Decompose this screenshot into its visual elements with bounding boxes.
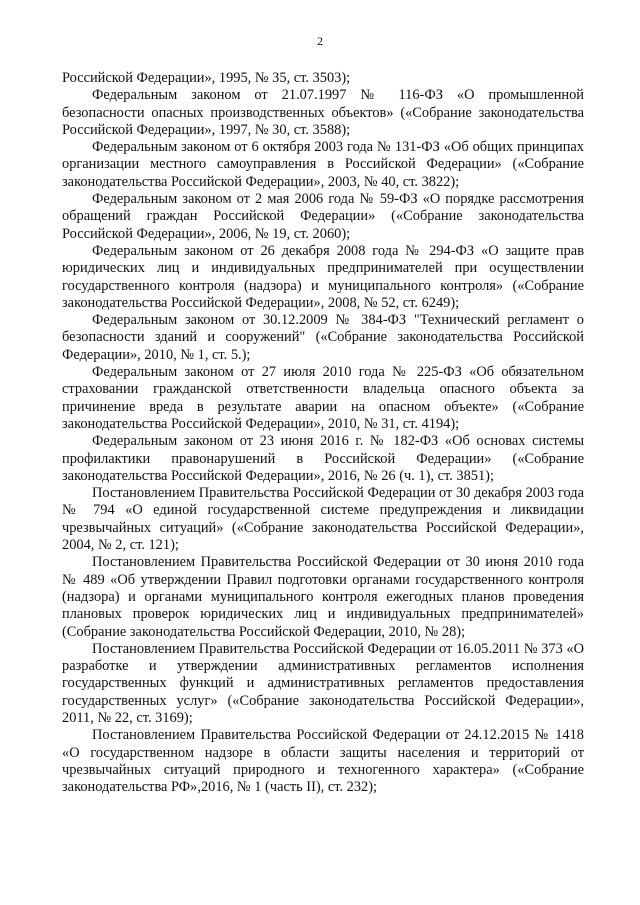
page-number: 2 bbox=[317, 34, 323, 48]
paragraph-law-131-fz: Федеральным законом от 6 октября 2003 года № 131-ФЗ «Об общих принципах организации местного самоуправления в Российской Федерации» («Собрание законодательства Российской Федерации», 2003, № 40, ст. 3822); bbox=[62, 139, 584, 190]
paragraph-law-225-fz: Федеральным законом от 27 июля 2010 года № 225-ФЗ «Об обязательном страховании гражданской ответственности владельца опасного объекта за причинение вреда в результате аварии на опасном объекте» («Собрание законодательства Российской Федерации», 2010, № 31, ст. 4194); bbox=[62, 364, 584, 432]
paragraph-resolution-489: Постановлением Правительства Российской Федерации от 30 июня 2010 года № 489 «Об утверждении Правил подготовки органами государственного контроля (надзора) и органами муниципального контроля ежегодных планов проведения плановых проверок юридических лиц и индивидуальных предпринимателей» (Собрание законодательства Российской Федерации, 2010, № 28); bbox=[62, 554, 584, 640]
paragraph-law-182-fz: Федеральным законом от 23 июня 2016 г. № 182-ФЗ «Об основах системы профилактики правонарушений в Российской Федерации» («Собрание законодательства Российской Федерации», 2016, № 26 (ч. 1), ст. 3851); bbox=[62, 433, 584, 484]
paragraph-law-384-fz: Федеральным законом от 30.12.2009 № 384-ФЗ "Технический регламент о безопасности зданий и сооружений" («Собрание законодательства Российской Федерации», 2010, № 1, ст. 5.); bbox=[62, 312, 584, 363]
paragraph-resolution-1418: Постановлением Правительства Российской Федерации от 24.12.2015 № 1418 «О государственном надзоре в области защиты населения и территорий от чрезвычайных ситуаций природного и техногенного характера» («Собрание законодательства РФ»,2016, № 1 (часть II), ст. 232); bbox=[62, 727, 584, 796]
paragraph-law-116-fz: Федеральным законом от 21.07.1997 № 116-ФЗ «О промышленной безопасности опасных производственных объектов» («Собрание законодательства Российской Федерации», 1997, № 30, ст. 3588); bbox=[62, 87, 584, 138]
paragraph-law-294-fz: Федеральным законом от 26 декабря 2008 года № 294-ФЗ «О защите прав юридических лиц и индивидуальных предпринимателей при осуществлении государственного контроля (надзора) и муниципального контроля» («Собрание законодательства Российской Федерации», 2008, № 52, ст. 6249); bbox=[62, 242, 584, 311]
paragraph-law-59-fz: Федеральным законом от 2 мая 2006 года № 59-ФЗ «О порядке рассмотрения обращений граждан Российской Федерации» («Собрание законодательства Российской Федерации», 2006, № 19, ст. 2060); bbox=[62, 191, 584, 242]
document-body bbox=[62, 70, 584, 796]
paragraph-resolution-373: Постановлением Правительства Российской Федерации от 16.05.2011 № 373 «О разработке и утверждении административных регламентов исполнения государственных функций и административных регламентов предоставления государственных услуг» («Собрание законодательства Российской Федерации», 2011, № 22, ст. 3169); bbox=[62, 640, 584, 726]
paragraph-continuation: Российской Федерации», 1995, № 35, ст. 3503); bbox=[62, 70, 351, 86]
paragraph-resolution-794: Постановлением Правительства Российской Федерации от 30 декабря 2003 года № 794 «О единой государственной системе предупреждения и ликвидации чрезвычайных ситуаций» («Собрание законодательства Российской Федерации», 2004, № 2, ст. 121); bbox=[62, 485, 584, 554]
